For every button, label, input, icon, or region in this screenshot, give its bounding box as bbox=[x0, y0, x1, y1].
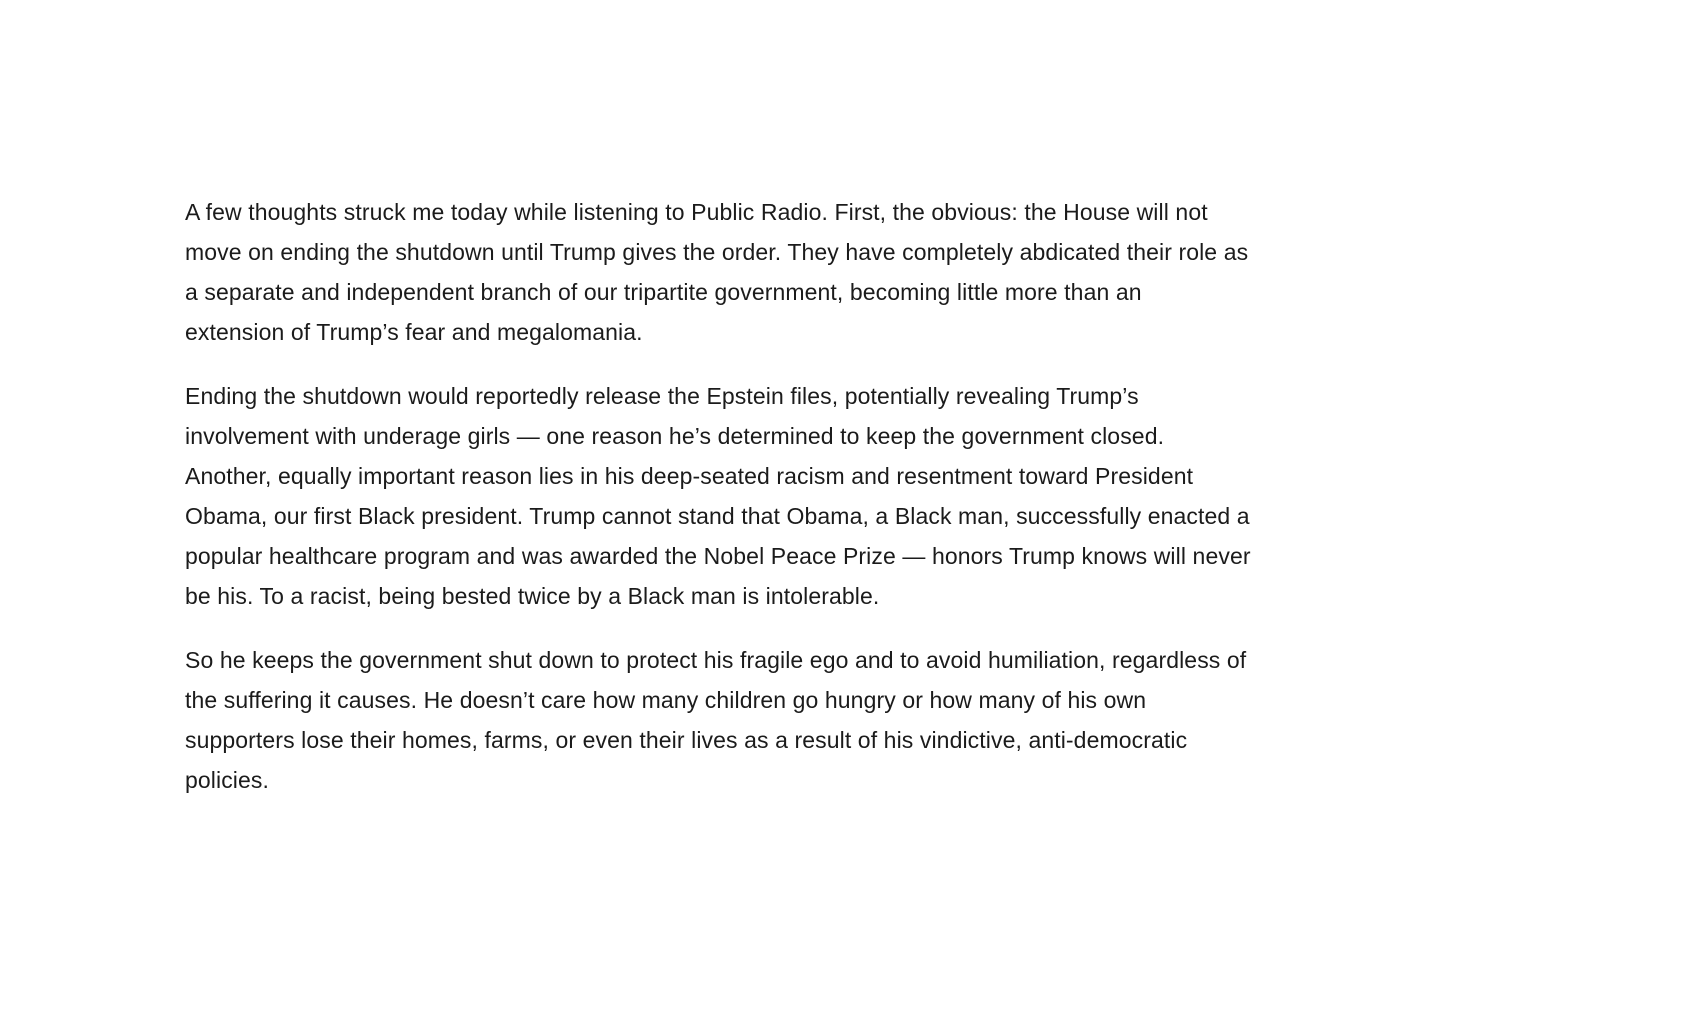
text-line: a separate and independent branch of our tripartite government, becoming little more than an bbox=[185, 279, 1142, 305]
document-body bbox=[185, 192, 1505, 824]
text-line: move on ending the shutdown until Trump gives the order. They have completely abdicated their role as bbox=[185, 239, 1249, 265]
text-line: the suffering it causes. He doesn’t care how many children go hungry or how many of his own bbox=[185, 687, 1147, 713]
text-line: be his. To a racist, being bested twice by a Black man is intolerable. bbox=[185, 583, 880, 609]
text-line: extension of Trump’s fear and megalomania. bbox=[185, 319, 643, 345]
text-line: Another, equally important reason lies in his deep-seated racism and resentment toward President bbox=[185, 463, 1194, 489]
text-line: policies. bbox=[185, 767, 269, 793]
text-line: involvement with underage girls — one reason he’s determined to keep the government closed. bbox=[185, 423, 1165, 449]
text-line: popular healthcare program and was awarded the Nobel Peace Prize — honors Trump knows will never bbox=[185, 543, 1251, 569]
text-line: Ending the shutdown would reportedly release the Epstein files, potentially revealing Trump’s bbox=[185, 383, 1139, 409]
paragraph-3 bbox=[185, 640, 1505, 800]
text-line: Obama, our first Black president. Trump cannot stand that Obama, a Black man, successfully enacted a bbox=[185, 503, 1250, 529]
text-line: So he keeps the government shut down to protect his fragile ego and to avoid humiliation, regardless of bbox=[185, 647, 1247, 673]
text-line: A few thoughts struck me today while listening to Public Radio. First, the obvious: the House will not bbox=[185, 199, 1208, 225]
paragraph-1 bbox=[185, 192, 1505, 352]
paragraph-2 bbox=[185, 376, 1505, 616]
text-line: supporters lose their homes, farms, or even their lives as a result of his vindictive, anti-democratic bbox=[185, 727, 1188, 753]
